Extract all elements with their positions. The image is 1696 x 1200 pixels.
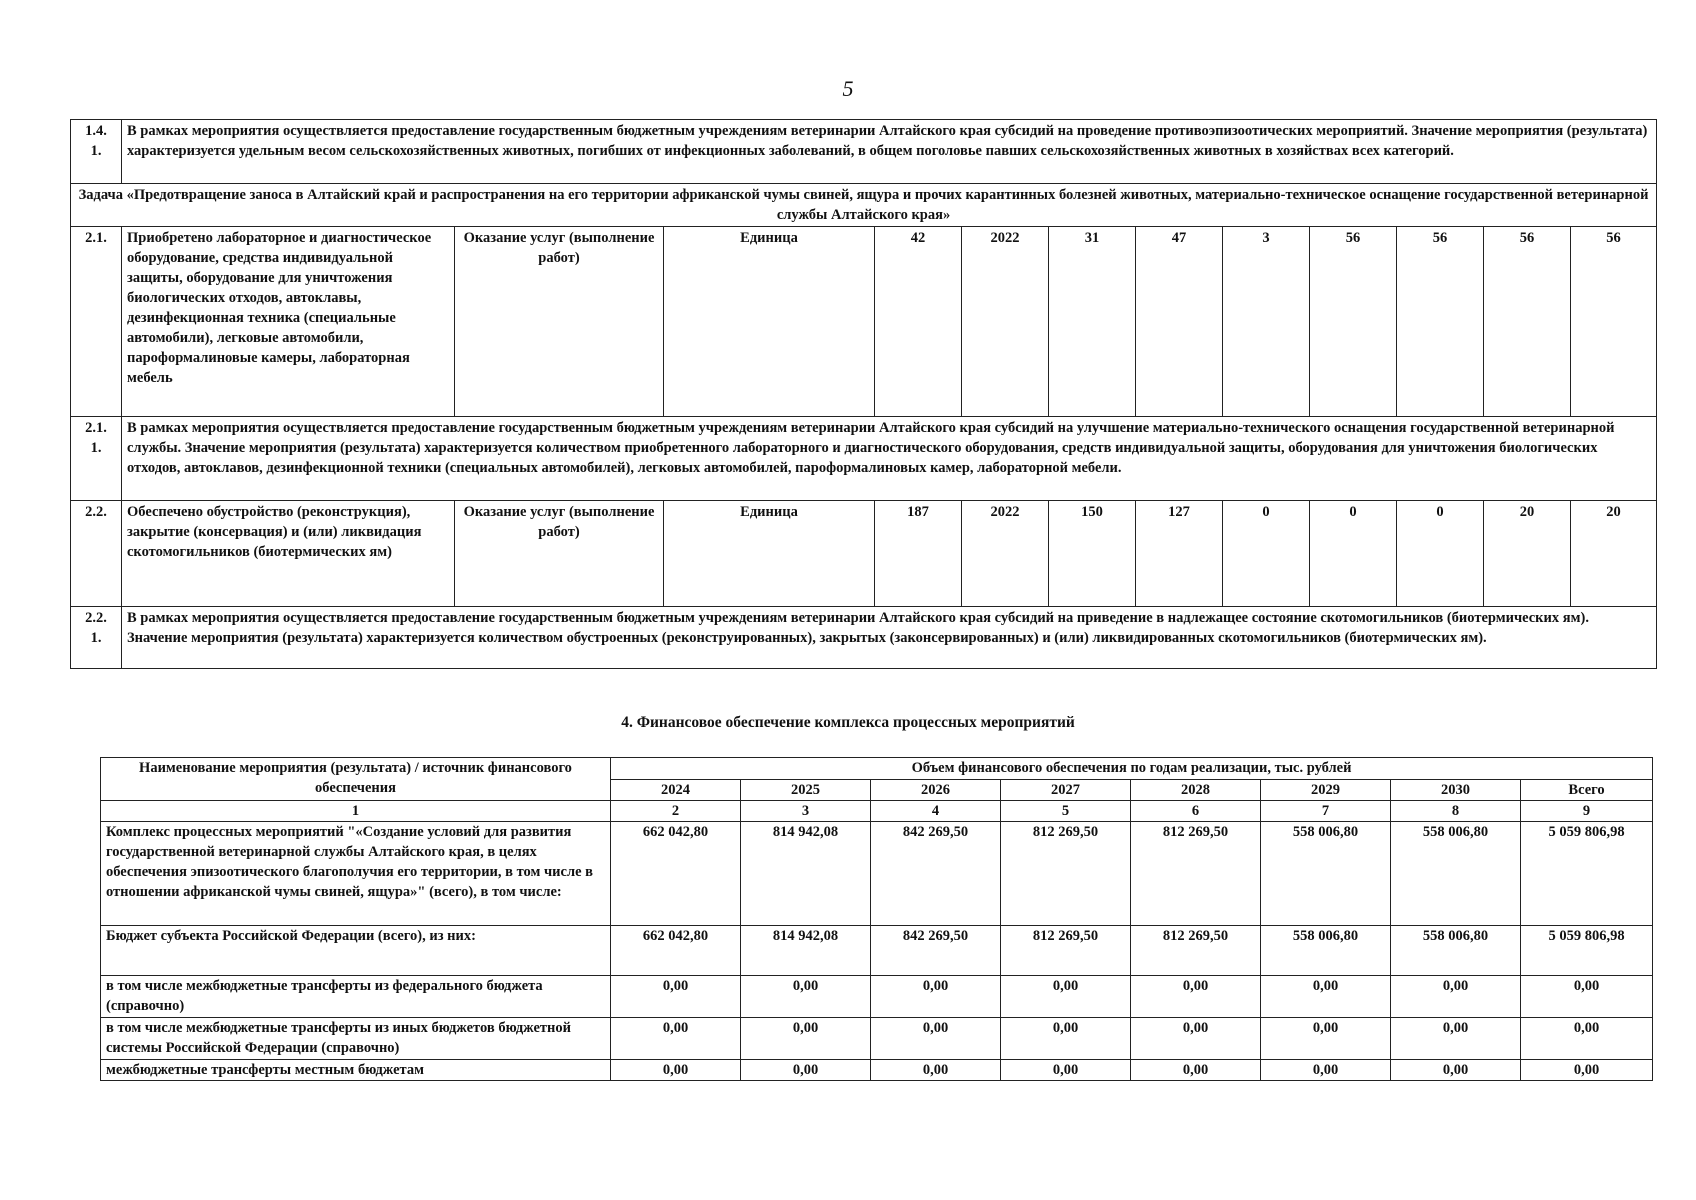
row-number: 2.2. — [71, 501, 122, 607]
row-description: В рамках мероприятия осуществляется предоставление государственным бюджетным учреждениям ветеринарии Алтайского края субсидий на улучшение материально-технического оснащения государственной ветеринарной службы. Значение мероприятия (результата) характеризуется количеством приобретенного лабораторного и диагностического оборудования, средств индивидуальной защиты, оборудования для уничтожения биологических отходов, автоклавов, дезинфекционной техники (специальных автомобилей), легковых автомобилей, пароформалиновых камер, лабораторной мебели. — [122, 417, 1657, 501]
finance-value: 0,00 — [1521, 1060, 1653, 1081]
row-description: В рамках мероприятия осуществляется предоставление государственным бюджетным учреждениям ветеринарии Алтайского края субсидий на проведение противоэпизоотических мероприятий. Значение мероприятия (результата) характеризуется удельным весом сельскохозяйственных животных, погибших от инфекционных заболеваний, в общем поголовье павших сельскохозяйственных животных в хозяйствах всех категорий. — [122, 120, 1657, 184]
value-cell: 2022 — [962, 227, 1049, 417]
finance-value: 0,00 — [1131, 976, 1261, 1018]
finance-value: 558 006,80 — [1261, 926, 1391, 976]
finance-table — [100, 757, 1653, 1081]
finance-value: 814 942,08 — [741, 926, 871, 976]
finance-row — [101, 822, 1653, 926]
finance-value: 0,00 — [871, 1060, 1001, 1081]
finance-header-row — [101, 758, 1653, 780]
finance-value: 0,00 — [1001, 1060, 1131, 1081]
column-header-name: Наименование мероприятия (результата) / источник финансового обеспечения — [101, 758, 611, 801]
finance-value: 812 269,50 — [1001, 822, 1131, 926]
finance-row — [101, 1018, 1653, 1060]
column-number: 7 — [1261, 801, 1391, 822]
value-cell: 150 — [1049, 501, 1136, 607]
value-cell: 31 — [1049, 227, 1136, 417]
row-number: 2.1. 1. — [71, 417, 122, 501]
row-type: Оказание услуг (выполнение работ) — [455, 227, 664, 417]
finance-value: 0,00 — [1391, 976, 1521, 1018]
finance-value: 0,00 — [1261, 1060, 1391, 1081]
column-number: 8 — [1391, 801, 1521, 822]
finance-row-name: в том числе межбюджетные трансферты из иных бюджетов бюджетной системы Российской Федерации (справочно) — [101, 1018, 611, 1060]
finance-value: 0,00 — [1391, 1018, 1521, 1060]
finance-row-name: в том числе межбюджетные трансферты из федерального бюджета (справочно) — [101, 976, 611, 1018]
finance-value: 812 269,50 — [1131, 822, 1261, 926]
finance-row — [101, 926, 1653, 976]
row-name: Обеспечено обустройство (реконструкция), закрытие (консервация) и (или) ликвидация скотомогильников (биотермических ям) — [122, 501, 455, 607]
section-title: 4. Финансовое обеспечение комплекса процессных мероприятий — [621, 714, 1075, 731]
indicator-row-2-2 — [71, 501, 1657, 607]
year-header: 2024 — [611, 780, 741, 801]
finance-value: 0,00 — [611, 976, 741, 1018]
row-type: Оказание услуг (выполнение работ) — [455, 501, 664, 607]
column-numbers-row — [101, 801, 1653, 822]
finance-value: 0,00 — [871, 1018, 1001, 1060]
column-number: 9 — [1521, 801, 1653, 822]
finance-row-name: межбюджетные трансферты местным бюджетам — [101, 1060, 611, 1081]
column-group-header: Объем финансового обеспечения по годам реализации, тыс. рублей — [611, 758, 1653, 780]
value-cell: 42 — [875, 227, 962, 417]
finance-value: 558 006,80 — [1391, 926, 1521, 976]
finance-value: 0,00 — [1261, 976, 1391, 1018]
value-cell: 2022 — [962, 501, 1049, 607]
row-unit: Единица — [664, 227, 875, 417]
finance-value: 0,00 — [741, 976, 871, 1018]
finance-value: 5 059 806,98 — [1521, 822, 1653, 926]
year-header: 2026 — [871, 780, 1001, 801]
finance-value: 558 006,80 — [1261, 822, 1391, 926]
finance-value: 0,00 — [1261, 1018, 1391, 1060]
row-unit: Единица — [664, 501, 875, 607]
row-description: В рамках мероприятия осуществляется предоставление государственным бюджетным учреждениям ветеринарии Алтайского края субсидий на приведение в надлежащее состояние скотомогильников (биотермических ям). Значение мероприятия (результата) характеризуется количеством обустроенных (реконструированных), закрытых (законсервированных) и (или) ликвидированных скотомогильников (биотермических ям). — [122, 607, 1657, 669]
finance-row — [101, 1060, 1653, 1081]
finance-row-name: Бюджет субъекта Российской Федерации (всего), из них: — [101, 926, 611, 976]
finance-value: 0,00 — [1521, 976, 1653, 1018]
finance-value: 0,00 — [741, 1060, 871, 1081]
indicator-row-1-4-1 — [71, 120, 1657, 184]
value-cell: 47 — [1136, 227, 1223, 417]
value-cell: 56 — [1484, 227, 1571, 417]
row-number: 1.4. 1. — [71, 120, 122, 184]
column-number: 1 — [101, 801, 611, 822]
value-cell: 0 — [1223, 501, 1310, 607]
finance-value: 0,00 — [611, 1018, 741, 1060]
finance-value: 5 059 806,98 — [1521, 926, 1653, 976]
finance-value: 812 269,50 — [1131, 926, 1261, 976]
finance-value: 0,00 — [1391, 1060, 1521, 1081]
finance-value: 842 269,50 — [871, 926, 1001, 976]
finance-value: 812 269,50 — [1001, 926, 1131, 976]
year-header: 2030 — [1391, 780, 1521, 801]
finance-value: 558 006,80 — [1391, 822, 1521, 926]
finance-value: 0,00 — [741, 1018, 871, 1060]
finance-row — [101, 976, 1653, 1018]
finance-row-name: Комплекс процессных мероприятий "«Создание условий для развития государственной ветеринарной службы Алтайского края, в целях обеспечения эпизоотического благополучия его территории, в том числе в отношении африканской чумы свиней, ящура»" (всего), в том числе: — [101, 822, 611, 926]
year-header: 2028 — [1131, 780, 1261, 801]
finance-value: 842 269,50 — [871, 822, 1001, 926]
value-cell: 20 — [1484, 501, 1571, 607]
finance-value: 0,00 — [1001, 1018, 1131, 1060]
value-cell: 20 — [1571, 501, 1657, 607]
finance-value: 0,00 — [871, 976, 1001, 1018]
finance-value: 0,00 — [1131, 1018, 1261, 1060]
year-header: 2025 — [741, 780, 871, 801]
finance-value: 814 942,08 — [741, 822, 871, 926]
indicator-row-2-1-1 — [71, 417, 1657, 501]
column-number: 3 — [741, 801, 871, 822]
page-number: 5 — [842, 76, 854, 101]
row-number: 2.1. — [71, 227, 122, 417]
finance-value: 662 042,80 — [611, 926, 741, 976]
finance-value: 0,00 — [611, 1060, 741, 1081]
task-row — [71, 184, 1657, 227]
value-cell: 0 — [1310, 501, 1397, 607]
value-cell: 187 — [875, 501, 962, 607]
finance-value: 0,00 — [1521, 1018, 1653, 1060]
finance-value: 0,00 — [1001, 976, 1131, 1018]
task-title: Задача «Предотвращение заноса в Алтайский край и распространения на его территории африканской чумы свиней, ящура и прочих карантинных болезней животных, материально-техническое оснащение государственной ветеринарной службы Алтайского края» — [71, 184, 1657, 227]
value-cell: 56 — [1310, 227, 1397, 417]
year-header: 2027 — [1001, 780, 1131, 801]
column-number: 5 — [1001, 801, 1131, 822]
value-cell: 56 — [1397, 227, 1484, 417]
value-cell: 127 — [1136, 501, 1223, 607]
finance-value: 662 042,80 — [611, 822, 741, 926]
value-cell: 3 — [1223, 227, 1310, 417]
row-number: 2.2. 1. — [71, 607, 122, 669]
row-name: Приобретено лабораторное и диагностическое оборудование, средства индивидуальной защиты, оборудование для уничтожения биологических отходов, автоклавы, дезинфекционная техника (специальные автомобили), легковые автомобили, пароформалиновые камеры, лабораторная мебель — [122, 227, 455, 417]
indicators-table — [70, 119, 1657, 669]
indicator-row-2-1 — [71, 227, 1657, 417]
year-header: 2029 — [1261, 780, 1391, 801]
column-number: 6 — [1131, 801, 1261, 822]
value-cell: 56 — [1571, 227, 1657, 417]
total-header: Всего — [1521, 780, 1653, 801]
finance-value: 0,00 — [1131, 1060, 1261, 1081]
indicator-row-2-2-1 — [71, 607, 1657, 669]
column-number: 4 — [871, 801, 1001, 822]
column-number: 2 — [611, 801, 741, 822]
value-cell: 0 — [1397, 501, 1484, 607]
